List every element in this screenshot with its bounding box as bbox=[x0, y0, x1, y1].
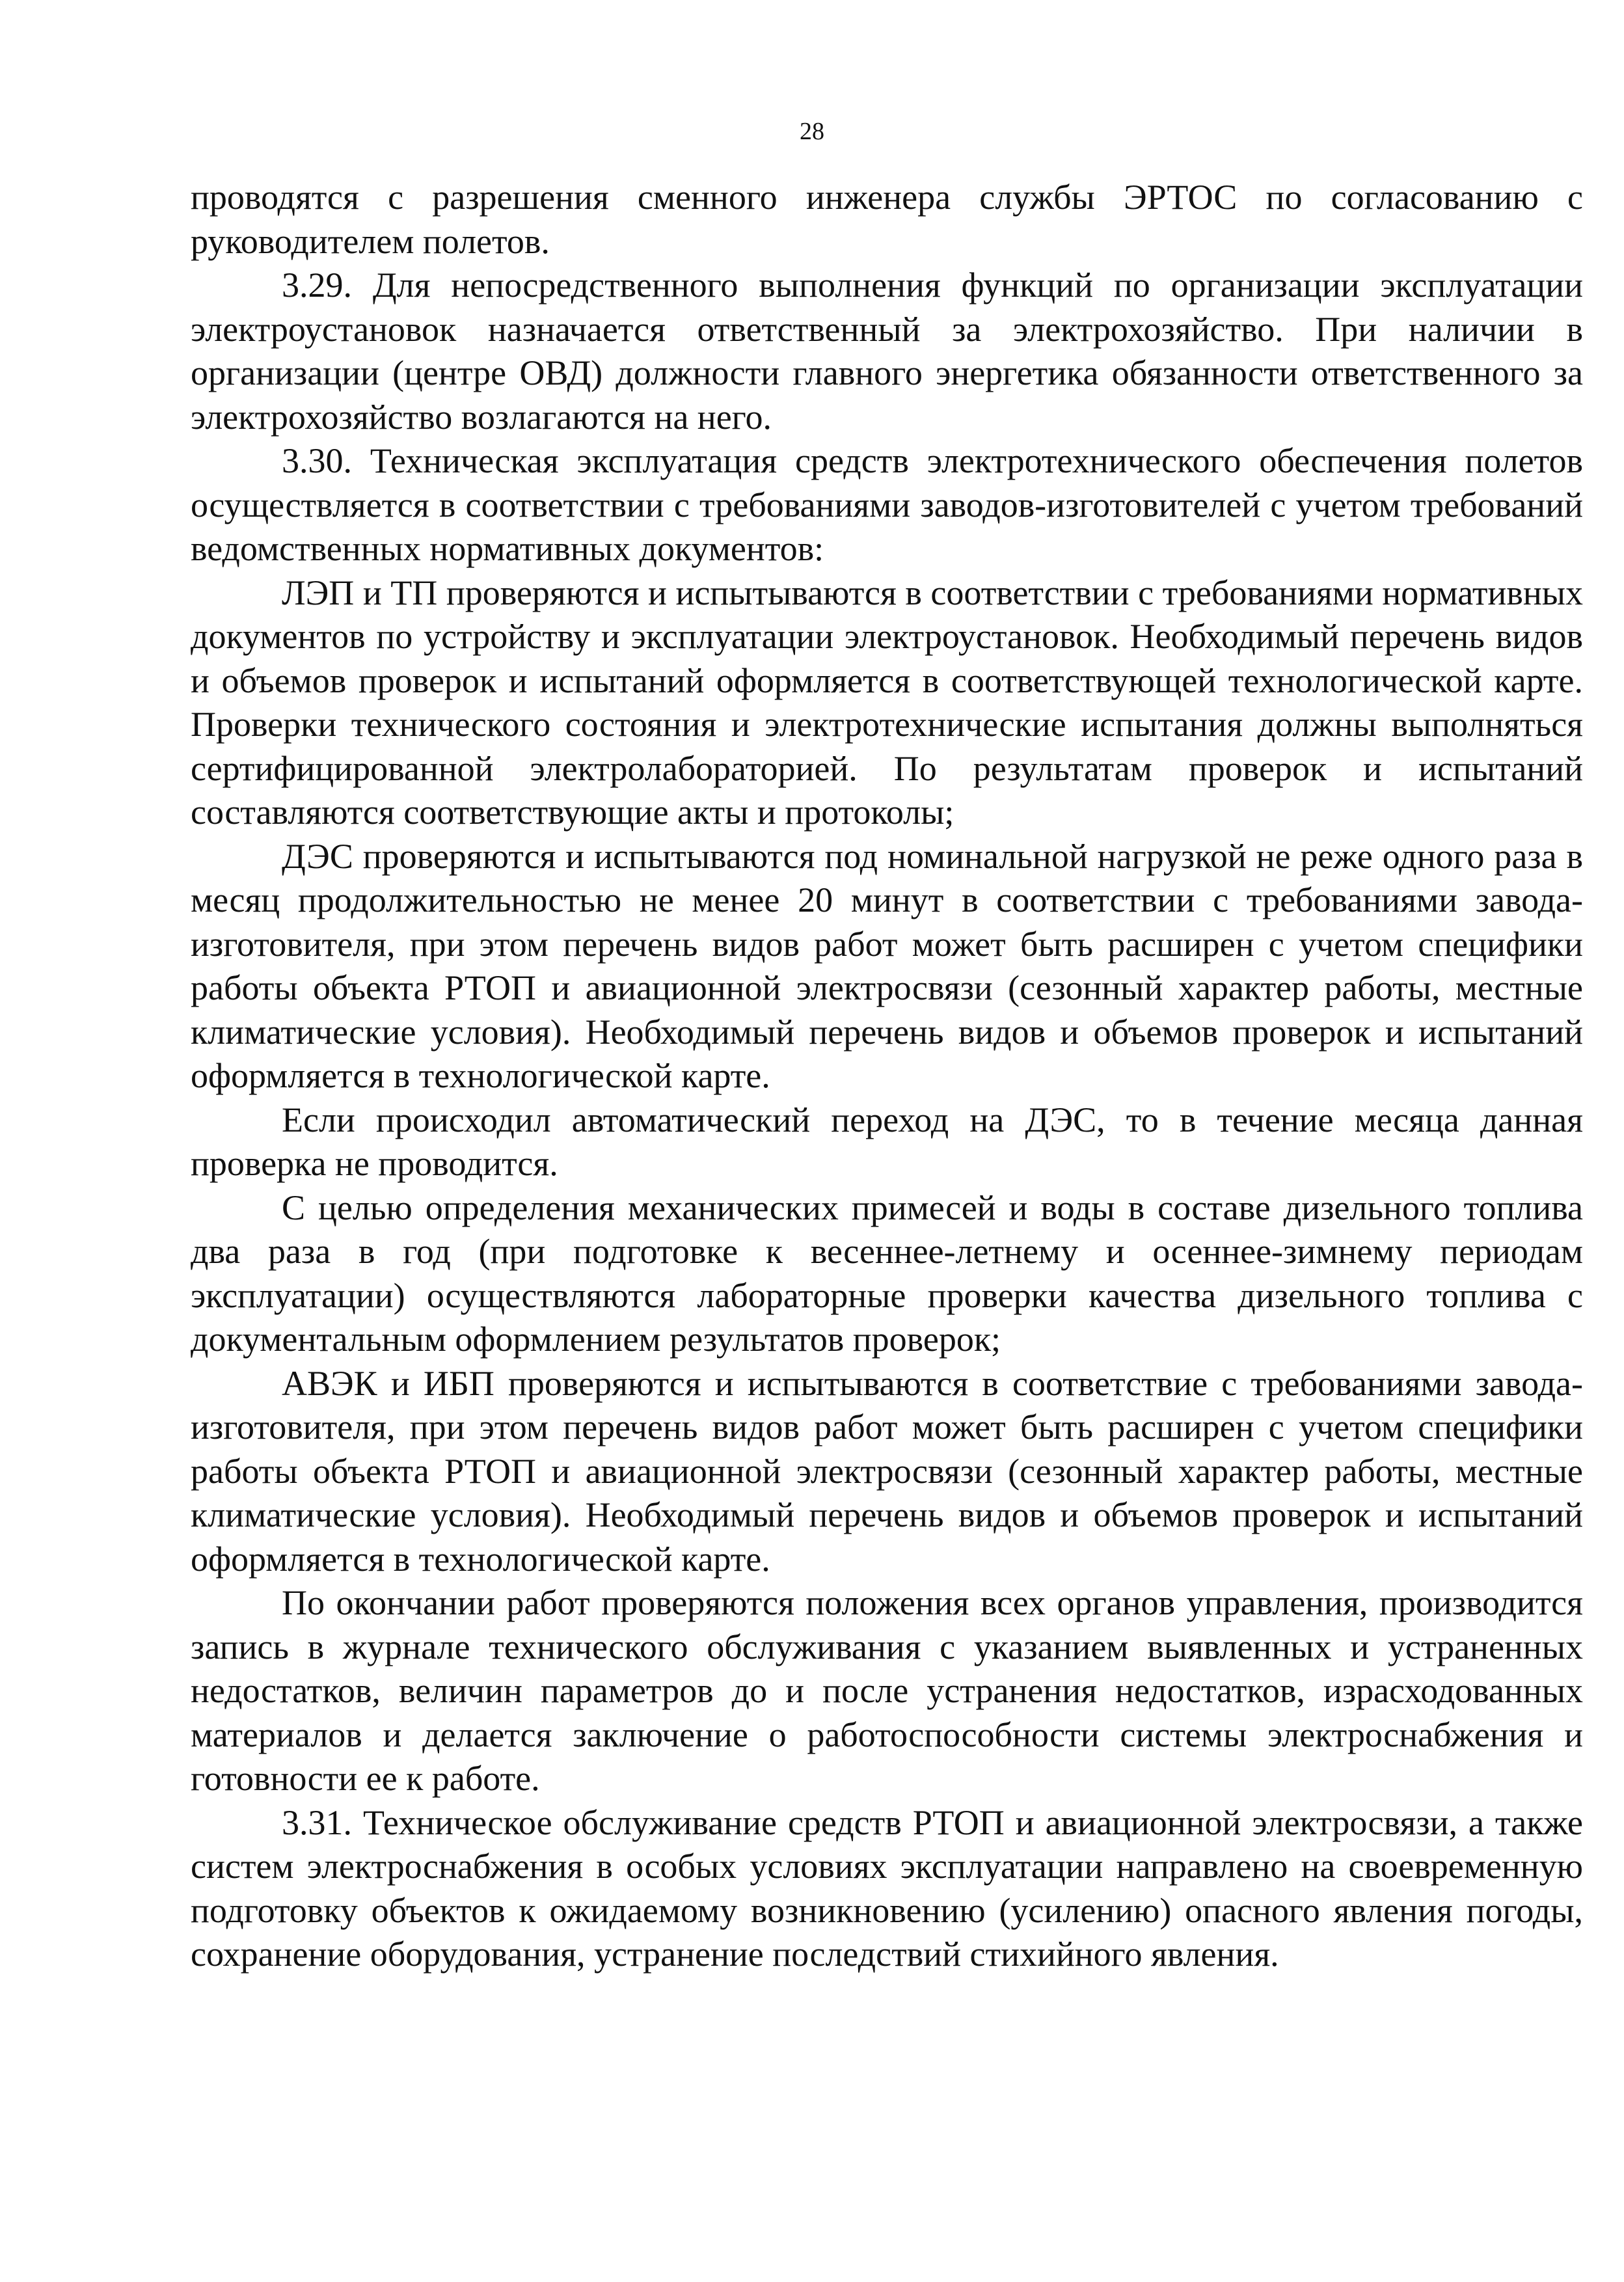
paragraph-des: ДЭС проверяются и испытываются под номинальной нагрузкой не реже одного раза в месяц продолжительностью не менее 20 минут в соответствии с требованиями завода-изготовителя, при этом перечень видов работ может быть расширен с учетом специфики работы объекта РТОП и авиационной электросвязи (сезонный характер работы, местные климатические условия). Необходимый перечень видов и объемов проверок и испытаний оформляется в технологической карте. bbox=[191, 836, 1583, 1095]
paragraph-des-auto: Если происходил автоматический переход на ДЭС, то в течение месяца данная проверка не проводится. bbox=[191, 1100, 1583, 1183]
document-body bbox=[191, 176, 1583, 1977]
page-number: 28 bbox=[800, 118, 824, 145]
paragraph-continuation: проводятся с разрешения сменного инженера службы ЭРТОС по согласованию с руководителем полетов. bbox=[191, 178, 1583, 261]
paragraph-3-29: 3.29. Для непосредственного выполнения функций по организации эксплуатации электроустановок назначается ответственный за электрохозяйство. При наличии в организации (центре ОВД) должности главного энергетика обязанности ответственного за электрохозяйство возлагаются на него. bbox=[191, 265, 1583, 437]
paragraph-completion: По окончании работ проверяются положения всех органов управления, производится запись в журнале технического обслуживания с указанием выявленных и устраненных недостатков, величин параметров до и после устранения недостатков, израсходованных материалов и делается заключение о работоспособности системы электроснабжения и готовности ее к работе. bbox=[191, 1583, 1583, 1798]
paragraph-3-31: 3.31. Техническое обслуживание средств РТОП и авиационной электросвязи, а также систем электроснабжения в особых условиях эксплуатации направлено на своевременную подготовку объектов к ожидаемому возникновению (усилению) опасного явления погоды, сохранение оборудования, устранение последствий стихийного явления. bbox=[191, 1802, 1583, 1974]
paragraph-fuel: С целью определения механических примесей и воды в составе дизельного топлива два раза в год (при подготовке к весеннее-летнему и осеннее-зимнему периодам эксплуатации) осуществляются лабораторные проверки качества дизельного топлива с документальным оформлением результатов проверок; bbox=[191, 1188, 1583, 1359]
paragraph-lep-tp: ЛЭП и ТП проверяются и испытываются в соответствии с требованиями нормативных документов по устройству и эксплуатации электроустановок. Необходимый перечень видов и объемов проверок и испытаний оформляется в соответствующей технологической карте. Проверки технического состояния и электротехнические испытания должны выполняться сертифицированной электролабораторией. По результатам проверок и испытаний составляются соответствующие акты и протоколы; bbox=[191, 573, 1583, 832]
paragraph-avek-ibp: АВЭК и ИБП проверяются и испытываются в соответствие с требованиями завода-изготовителя, при этом перечень видов работ может быть расширен с учетом специфики работы объекта РТОП и авиационной электросвязи (сезонный характер работы, местные климатические условия). Необходимый перечень видов и объемов проверок и испытаний оформляется в технологической карте. bbox=[191, 1363, 1583, 1579]
paragraph-3-30: 3.30. Техническая эксплуатация средств электротехнического обеспечения полетов осуществляется в соответствии с требованиями заводов-изготовителей с учетом требований ведомственных нормативных документов: bbox=[191, 441, 1583, 568]
